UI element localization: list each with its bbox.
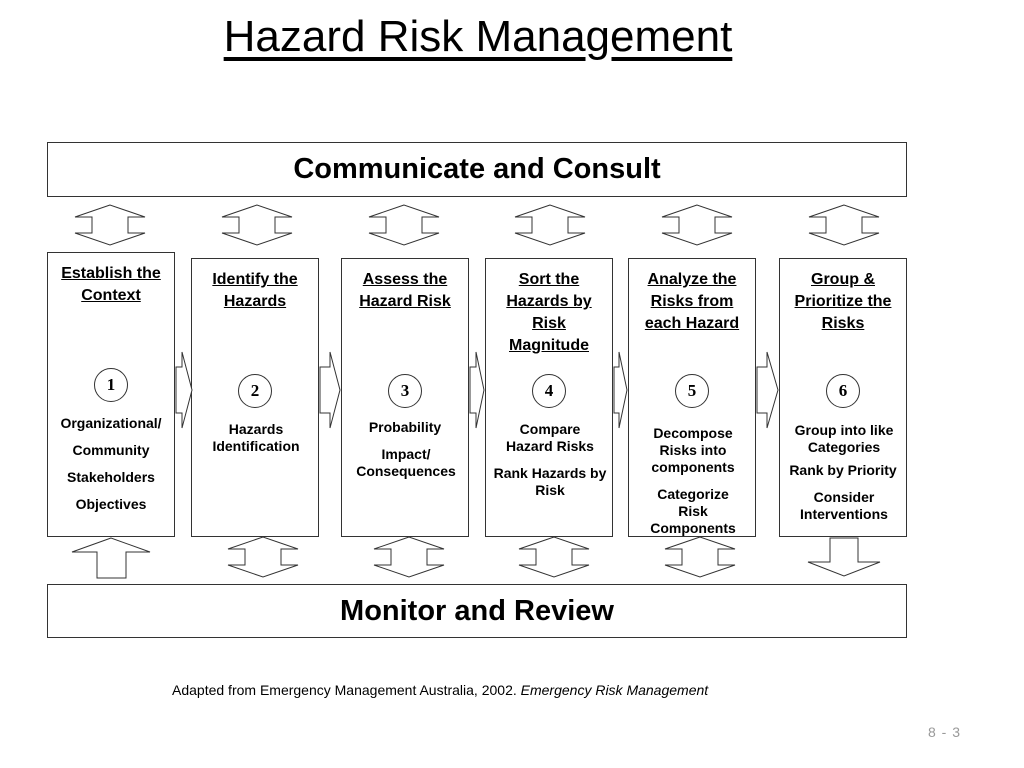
double-arrow-icon xyxy=(519,537,589,577)
right-arrow-icon xyxy=(614,352,627,428)
step-items: Decompose Risks into components Categorize Risk Components xyxy=(650,425,736,536)
double-arrow-icon xyxy=(222,205,292,245)
step-title: Assess the Hazard Risk xyxy=(359,271,451,310)
step-number-badge: 5 xyxy=(675,374,709,408)
right-arrow-icon xyxy=(320,352,340,428)
step-number-badge: 1 xyxy=(94,368,128,402)
communicate-consult-band: Communicate and Consult xyxy=(47,142,907,197)
down-arrow-icon xyxy=(808,538,880,576)
step-items: Group into like Categories Rank by Priority Consider Interventions xyxy=(789,422,897,522)
double-arrow-icon xyxy=(665,537,735,577)
monitor-review-band: Monitor and Review xyxy=(47,584,907,638)
step-items: Probability Impact/ Consequences xyxy=(356,419,456,479)
right-arrow-icon xyxy=(176,352,192,428)
step-title: Sort the Hazards by Risk Magnitude xyxy=(506,271,592,354)
double-arrow-icon xyxy=(662,205,732,245)
right-arrow-icon xyxy=(757,352,778,428)
step-number-badge: 6 xyxy=(826,374,860,408)
double-arrow-icon xyxy=(374,537,444,577)
double-arrow-icon xyxy=(515,205,585,245)
step-number-badge: 4 xyxy=(532,374,566,408)
step-items: Hazards Identification xyxy=(212,421,300,454)
double-arrow-icon xyxy=(75,205,145,245)
double-arrow-icon xyxy=(369,205,439,245)
double-arrow-icon xyxy=(228,537,298,577)
step-number-badge: 3 xyxy=(388,374,422,408)
step-title: Analyze the Risks from each Hazard xyxy=(644,271,740,332)
source-caption: Adapted from Emergency Management Australia, 2002. Emergency Risk Management xyxy=(172,682,709,698)
step-items: Compare Hazard Risks Rank Hazards by Risk xyxy=(493,421,607,498)
step-items: Organizational/ Community Stakeholders Objectives xyxy=(60,415,162,512)
page-title: Hazard Risk Management xyxy=(223,12,733,61)
page-number: 8 - 3 xyxy=(928,724,962,740)
right-arrow-icon xyxy=(470,352,484,428)
step-title: Identify the Hazards xyxy=(212,271,298,310)
step-number-badge: 2 xyxy=(238,374,272,408)
step-title: Establish the Context xyxy=(61,265,161,304)
up-arrow-icon xyxy=(72,538,150,578)
double-arrow-icon xyxy=(809,205,879,245)
step-title: Group & Prioritize the Risks xyxy=(794,271,892,332)
